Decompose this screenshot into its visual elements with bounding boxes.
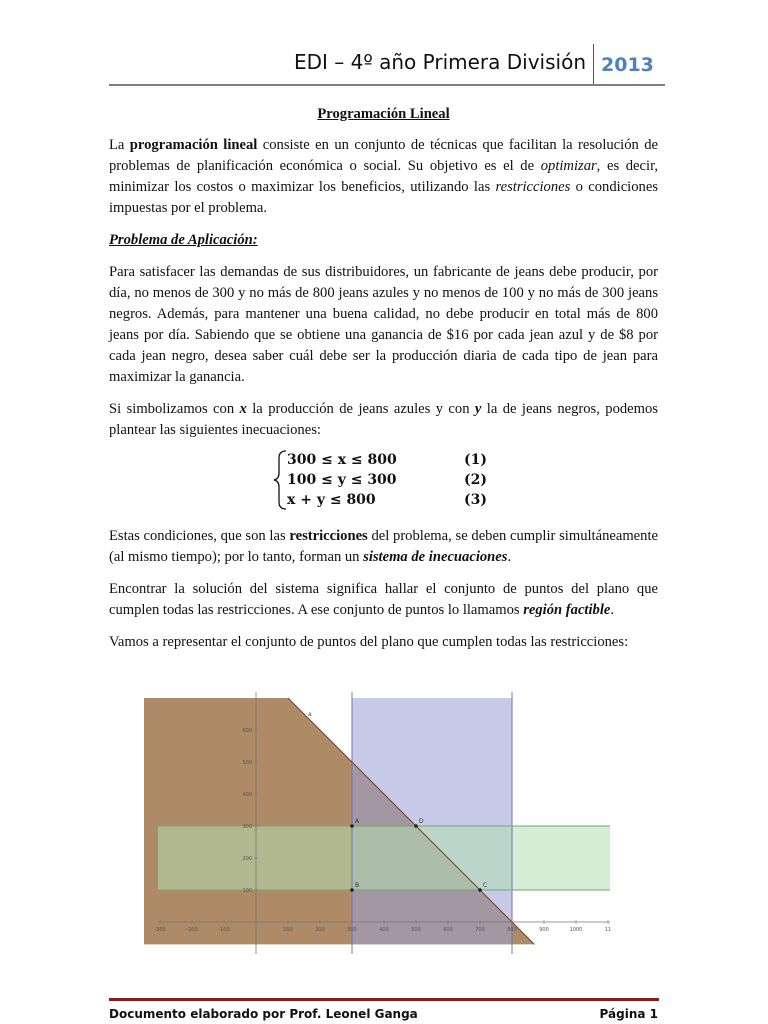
y-tick-label: 200 — [242, 856, 252, 862]
x-tick-label: 600 — [443, 927, 453, 933]
y-tick-label: 500 — [242, 760, 252, 766]
inequality-2: 100 ≤ y ≤ 300 — [287, 472, 397, 488]
footer-page-number: Página 1 — [599, 1007, 658, 1021]
vertex-point — [350, 888, 354, 892]
x-tick-label: -100 — [218, 927, 230, 933]
vertex-point — [414, 824, 418, 828]
represent-paragraph: Vamos a representar el conjunto de puntos del plano que cumplen todas las restricciones: — [109, 634, 629, 650]
solution-text-1: Encontrar la solución del sistema significa hallar el conjunto de puntos del plano que cumplen todas las restricciones. A ese conjunto de puntos lo llamamos — [109, 581, 658, 618]
intro-italic-optimizar: optimizar — [540, 158, 597, 174]
intro-text-3: , es decir, minimizar los costos o maximizar los beneficios, utilizando las — [109, 158, 658, 195]
inequality-1: 300 ≤ x ≤ 800 — [287, 452, 397, 468]
inequality-1-number: (1) — [464, 452, 487, 468]
x-tick-label: 100 — [283, 927, 293, 933]
conditions-bold-italic-sistema: sistema de inecuaciones — [363, 549, 508, 565]
header-rule — [109, 84, 665, 86]
vertex-label: B — [355, 882, 360, 889]
x-tick-label: 700 — [475, 927, 485, 933]
intro-text-1: La — [109, 137, 130, 153]
y-tick-label: 600 — [242, 728, 252, 734]
x-tick-label: 300 — [347, 927, 357, 933]
intro-text-2: consiste en un conjunto de técnicas que facilitan la resolución de problemas de planificación económica o social. Su objetivo es el de — [109, 137, 658, 174]
page-content — [109, 104, 658, 664]
vertex-point — [350, 824, 354, 828]
footer-author: Documento elaborado por Prof. Leonel Ganga — [109, 1007, 418, 1021]
problem-paragraph: Para satisfacer las demandas de sus distribuidores, un fabricante de jeans debe producir, por día, no menos de 300 y no más de 800 jeans azules y no menos de 100 y no más de 300 jeans negros. Además, para mantener una buena calidad, no debe producir en total más de 800 jeans por día. Sabiendo que se obtiene una ganancia de $16 por cada jean azul y de $8 por cada jean negro, desea saber cuál debe ser la producción diaria de cada tipo de jean para maximizar la ganancia. — [109, 264, 658, 385]
document-title: Programación Lineal — [317, 106, 450, 122]
y-tick-label: 400 — [242, 792, 252, 798]
conditions-text-1: Estas condiciones, que son las — [109, 528, 290, 544]
symbol-text-2: la producción de jeans azules y con — [246, 401, 475, 417]
footer-rule — [109, 998, 659, 1001]
feasible-region-graph — [154, 692, 612, 954]
intro-bold-term: programación lineal — [129, 137, 258, 153]
intro-paragraph — [109, 135, 658, 219]
x-tick-label: -200 — [186, 927, 198, 933]
solution-text-2: . — [610, 602, 615, 618]
y-tick-label: 100 — [242, 888, 252, 894]
header-year: 2013 — [601, 54, 654, 76]
vertex-label: C — [483, 882, 488, 889]
symbol-text-3: la de jeans negros, podemos plantear las siguientes inecuaciones: — [109, 401, 658, 438]
region-y-between-100-300 — [158, 826, 610, 890]
symbol-paragraph — [109, 399, 658, 441]
x-tick-label: 800 — [507, 927, 517, 933]
conditions-paragraph — [109, 526, 658, 568]
x-tick-label: -300 — [154, 927, 166, 933]
x-tick-label: 200 — [315, 927, 325, 933]
region-x-between-300-800 — [352, 698, 512, 944]
vertex-label: A — [355, 818, 360, 825]
vertex-point — [478, 888, 482, 892]
inequality-3: x + y ≤ 800 — [287, 492, 376, 508]
conditions-text-2: del problema, se deben cumplir simultáneamente (al mismo tiempo); por lo tanto, forman un — [109, 528, 658, 565]
variable-x: x — [239, 401, 247, 417]
y-tick-label: 300 — [242, 824, 252, 830]
inequality-2-number: (2) — [464, 472, 487, 488]
line-label: a — [308, 711, 312, 718]
problem-heading: Problema de Aplicación: — [109, 232, 258, 248]
x-tick-label: 900 — [539, 927, 549, 933]
solution-bold-italic-region: región factible — [523, 602, 611, 618]
intro-italic-restricciones: restricciones — [495, 179, 571, 195]
solution-paragraph — [109, 579, 658, 621]
inequality-system — [109, 450, 658, 514]
conditions-bold-restricciones: restricciones — [289, 528, 368, 544]
intro-text-4: o condiciones impuestas por el problema. — [109, 179, 658, 216]
vertex-label: D — [419, 818, 424, 825]
x-tick-label: 400 — [379, 927, 389, 933]
header-title: EDI – 4º año Primera División — [293, 50, 586, 74]
symbol-text-1: Si simbolizamos con — [109, 401, 240, 417]
inequality-3-number: (3) — [464, 492, 487, 508]
variable-y: y — [474, 401, 482, 417]
x-tick-label: 500 — [411, 927, 421, 933]
conditions-text-3: . — [507, 549, 512, 565]
x-tick-label: 11 — [604, 927, 612, 933]
x-tick-label: 1000 — [569, 927, 583, 933]
header-divider — [593, 44, 594, 86]
